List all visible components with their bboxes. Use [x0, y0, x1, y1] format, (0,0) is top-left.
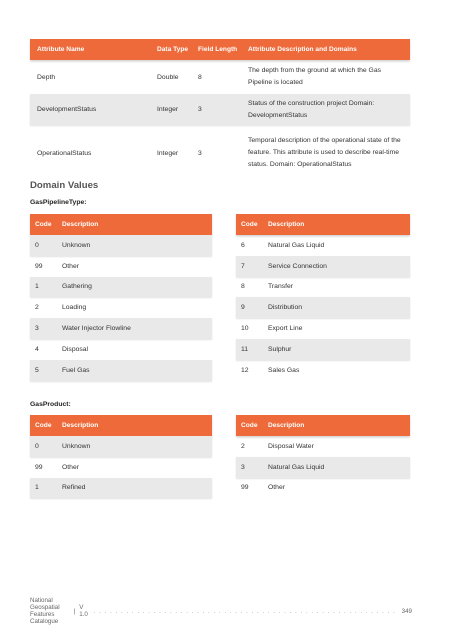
data-type: Integer [157, 149, 179, 157]
code-cell: 5 [35, 366, 39, 374]
description-cell: Fuel Gas [62, 366, 90, 374]
attribute-name: DevelopmentStatus [37, 106, 97, 113]
table-row [30, 94, 410, 125]
code-cell: 99 [35, 463, 43, 471]
table-row [30, 360, 212, 381]
gas-pipeline-type-table-left [30, 214, 212, 381]
code-cell: 3 [35, 325, 39, 333]
description-cell: Sales Gas [268, 366, 300, 374]
gas-product-table-right [236, 415, 410, 498]
code-cell: 3 [241, 463, 245, 471]
table-row [30, 125, 410, 181]
code-cell: 7 [241, 262, 245, 270]
header-code: Code [241, 422, 258, 429]
code-cell: 4 [35, 345, 39, 353]
description-cell: Other [62, 262, 79, 270]
table-row [236, 457, 410, 478]
attribute-table [30, 39, 410, 181]
description-cell: Distribution [268, 304, 302, 312]
code-cell: 8 [241, 283, 245, 291]
code-cell: 0 [35, 241, 39, 249]
code-cell: 11 [241, 345, 249, 353]
table-row [30, 339, 212, 360]
page-number: 349 [401, 607, 412, 615]
header-attribute-name: Attribute Name [37, 46, 85, 53]
code-cell: 99 [35, 262, 43, 270]
description-cell: Sulphur [268, 345, 292, 353]
description-cell: Transfer [268, 283, 294, 291]
code-cell: 6 [241, 241, 245, 249]
table-row [236, 436, 410, 457]
table-row [236, 318, 410, 339]
header-description: Description [62, 422, 99, 429]
header-data-type: Data Type [157, 46, 189, 53]
table-row [30, 235, 212, 256]
code-cell: 2 [35, 304, 39, 312]
table-row [236, 360, 410, 381]
attribute-name: OperationalStatus [37, 149, 92, 157]
table-row [30, 318, 212, 339]
code-cell: 1 [35, 283, 39, 291]
header-code: Code [241, 221, 258, 228]
footer-separator: | [73, 607, 76, 615]
description-cell: Loading [62, 304, 87, 312]
field-length: 8 [198, 73, 202, 81]
gas-product-table-left [30, 415, 212, 498]
table-row [236, 235, 410, 256]
gas-pipeline-type-heading: GasPipelineType: [30, 199, 87, 206]
attribute-table-header [30, 39, 410, 60]
description-cell: Other [268, 484, 285, 492]
attribute-name: Depth [37, 73, 56, 81]
description-cell: Unknown [62, 241, 91, 249]
description-cell: Disposal [62, 345, 89, 353]
header-code: Code [35, 422, 52, 429]
attribute-description: Temporal description of the operational state of the feature. This attribute is used to describe real-time status. Domain: OperationalStatus [248, 137, 401, 168]
attribute-description: The depth from the ground at which the Gas Pipeline is located [248, 67, 381, 86]
footer-dot-leader: . . . . . . . . . . . . . . . . . . . . . . . . . . . . . . . . . . . . . . . . . . . . . . . . . . . . . . . . [93, 607, 396, 615]
code-cell: 10 [241, 325, 249, 333]
table-row [30, 478, 212, 499]
description-cell: Service Connection [268, 262, 327, 270]
description-cell: Disposal Water [268, 442, 314, 450]
gas-product-heading: GasProduct: [30, 401, 71, 408]
gas-pipeline-type-table-right [236, 214, 410, 381]
footer-title: National Geospatial Features Catalogue [30, 597, 60, 625]
description-cell: Water Injector Flowline [62, 325, 131, 333]
table-row [30, 457, 212, 478]
description-cell: Export Line [268, 325, 303, 333]
header-description: Attribute Description and Domains [248, 45, 357, 53]
code-table-header [30, 214, 212, 235]
table-row [30, 277, 212, 298]
code-cell: 1 [35, 484, 39, 492]
table-row [30, 436, 212, 457]
code-table-header [236, 214, 410, 235]
table-row [236, 339, 410, 360]
header-description: Description [62, 221, 99, 228]
domain-values-heading: Domain Values [30, 180, 99, 191]
footer-version: V 1.0 [79, 604, 88, 618]
code-cell: 99 [241, 484, 249, 492]
field-length: 3 [198, 149, 202, 157]
field-length: 3 [198, 106, 202, 113]
code-cell: 9 [241, 304, 245, 312]
code-table-header [236, 415, 410, 436]
code-table-header [30, 415, 212, 436]
data-type: Double [157, 73, 179, 81]
table-row [30, 60, 410, 94]
table-row [30, 256, 212, 277]
header-description: Description [268, 221, 305, 228]
code-cell: 12 [241, 366, 249, 374]
header-code: Code [35, 221, 52, 228]
description-cell: Gathering [62, 283, 92, 291]
description-cell: Natural Gas Liquid [268, 463, 325, 471]
header-description: Description [268, 422, 305, 429]
page-footer [30, 597, 412, 625]
description-cell: Natural Gas Liquid [268, 241, 325, 249]
attribute-description: Status of the construction project Domain: DevelopmentStatus [248, 99, 375, 119]
table-row [236, 256, 410, 277]
description-cell: Unknown [62, 442, 91, 450]
table-row [236, 297, 410, 318]
data-type: Integer [157, 106, 179, 113]
table-row [30, 297, 212, 318]
description-cell: Refined [62, 484, 86, 492]
code-cell: 2 [241, 442, 245, 450]
table-row [236, 277, 410, 298]
header-field-length: Field Length [198, 46, 238, 53]
table-row [236, 478, 410, 499]
code-cell: 0 [35, 442, 39, 450]
description-cell: Other [62, 463, 79, 471]
